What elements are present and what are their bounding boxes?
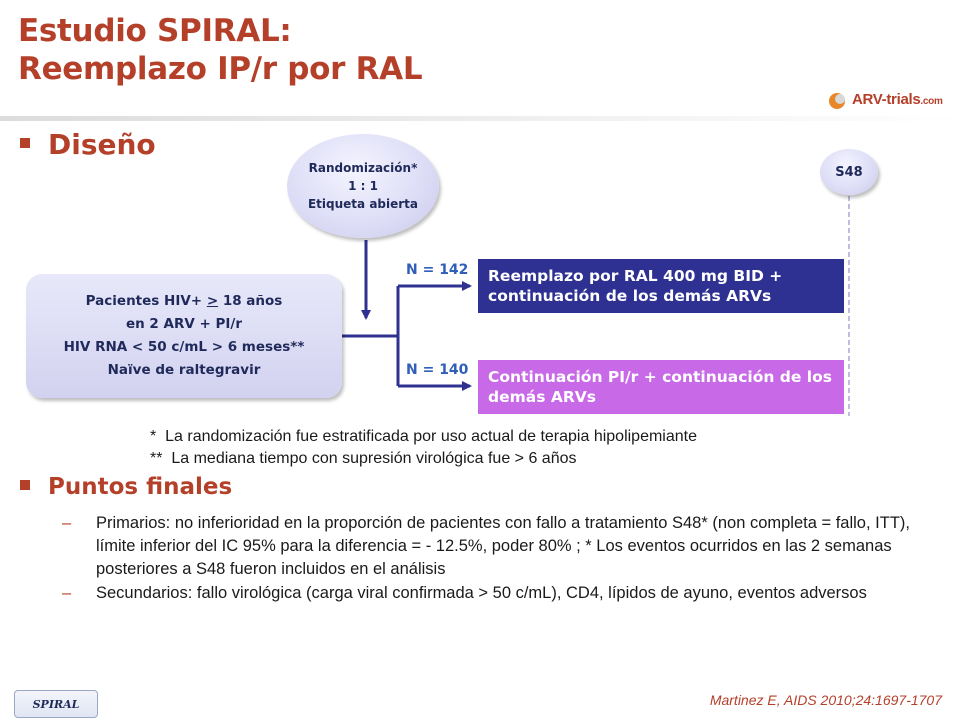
arm-2-sample-size: N = 140: [406, 362, 469, 378]
study-tag: SPIRAL: [14, 690, 98, 718]
citation: Martinez E, AIDS 2010;24:1697-1707: [709, 692, 942, 708]
endpoints-list: [62, 512, 940, 606]
footnotes: [150, 426, 697, 470]
title-line-2: Reemplazo IP/r por RAL: [18, 51, 423, 87]
arm-1-sample-size: N = 142: [406, 262, 469, 278]
endpoint-primary: – Primarios: no inferioridad en la proporción de pacientes con fallo a tratamiento S48* (non completa = fallo, ITT), límite inferior del IC 95% para la diferencia = - 12.5%, poder 80% ; * Los eventos ocurridos en las 2 semanas posteriores a S48 fueron incluidos en el análisis: [62, 514, 910, 578]
footnote-2: ** La mediana tiempo con supresión virológica fue > 6 años: [150, 450, 577, 467]
endpoint-secondary: – Secundarios: fallo virológica (carga viral confirmada > 50 c/mL), CD4, lípidos de ayuno, eventos adversos: [62, 582, 940, 605]
randomization-node: Randomización* 1 : 1 Etiqueta abierta: [287, 134, 439, 238]
patient-criteria-box: Pacientes HIV+ > 18 años en 2 ARV + PI/r HIV RNA < 50 c/mL > 6 meses** Naïve de raltegravir: [26, 274, 342, 398]
section-heading-endpoints: Puntos finales: [20, 474, 232, 500]
arm-2-box: [478, 360, 844, 414]
arm-1-label: Reemplazo por RAL 400 mg BID + continuación de los demás ARVs: [488, 267, 783, 305]
arm-1-box: [478, 259, 844, 313]
dash-bullet: –: [62, 584, 72, 602]
square-bullet-icon: [20, 480, 30, 490]
footnote-1: * La randomización fue estratificada por uso actual de terapia hipolipemiante: [150, 428, 697, 445]
s48-timepoint-badge: S48: [820, 149, 878, 195]
arm-2-label: Continuación PI/r + continuación de los demás ARVs: [488, 368, 832, 406]
logo-text: ARV-trials.com: [852, 91, 943, 108]
dash-bullet: –: [62, 514, 72, 532]
section-heading-design: Diseño: [20, 128, 156, 161]
title-line-1: Estudio SPIRAL:: [18, 13, 292, 49]
